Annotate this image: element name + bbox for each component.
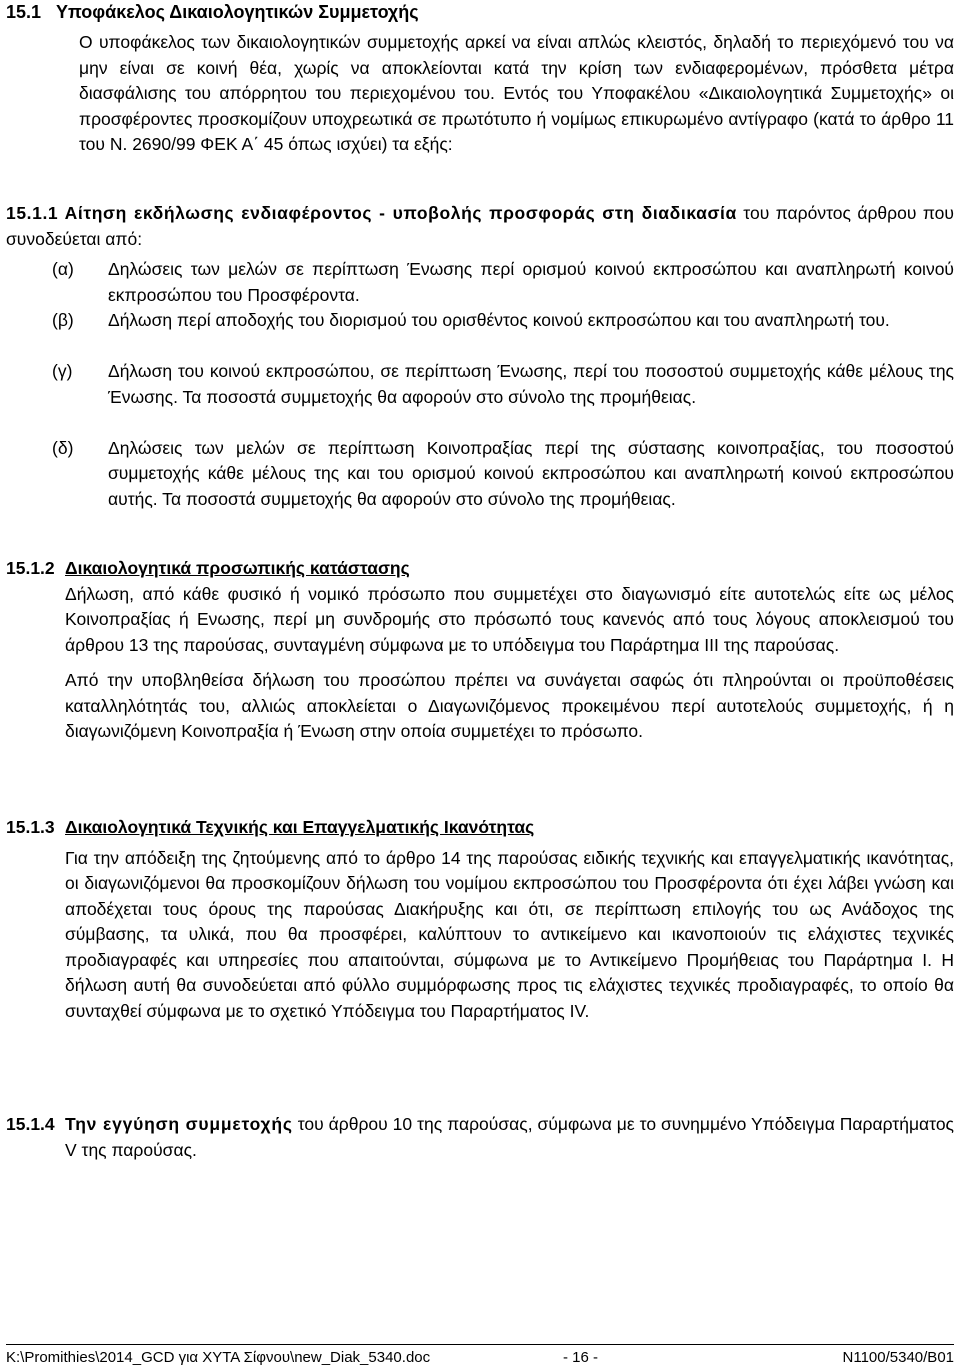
list-item-text: Δήλωση του κοινού εκπροσώπου, σε περίπτωση Ένωσης, περί του ποσοστού συμμετοχής κάθε μέλους της Ένωσης. Τα ποσοστά συμμετοχής θα αφορούν στο σύνολο της προμήθειας.: [108, 361, 954, 407]
subsection-number: 15.1.4: [6, 1114, 55, 1134]
list-item: [52, 436, 954, 513]
list-item-label: (γ): [52, 361, 73, 381]
section-intro: Ο υποφάκελος των δικαιολογητικών συμμετοχής αρκεί να είναι απλώς κλειστός, δηλαδή το περιεχόμενό του να μην είναι σε κοινή θέα, χωρίς να αποκλείονται κατά την κρίση των ενδιαφερομένων, πρόσθετα μέτρα διασφάλισης του απόρρητου του περιεχομένου του. Εντός του Υποφακέλου «Δικαιολογητικά Συμμετοχής» οι προσφέροντες προσκομίζουν υποχρεωτικά σε πρωτότυπο ή νομίμως επικυρωμένο αντίγραφο (κατά το άρθρο 11 του Ν. 2690/99 ΦΕΚ Α΄ 45 όπως ισχύει) τα εξής:: [79, 32, 954, 154]
subsection-title-text: Αίτηση εκδήλωσης ενδιαφέροντος - υποβολής προσφοράς στη διαδικασία: [64, 203, 737, 223]
list-item-label: (α): [52, 259, 74, 279]
footer-document-code: N1100/5340/B01: [842, 1349, 954, 1366]
requirements-list: [52, 257, 954, 512]
page-footer: [6, 1344, 954, 1366]
list-item-label: (β): [52, 310, 74, 330]
subsection-paragraph: Δήλωση, από κάθε φυσικό ή νομικό πρόσωπο που συμμετέχει στο διαγωνισμό είτε αυτοτελώς είτε ως μέλος Κοινοπραξίας ή Ενωσης, περί μη συνδρομής στο πρόσωπό τους κανενός από τους λόγους αποκλεισμού του άρθρου 13 της παρούσας, συνταγμένη σύμφωνα με το υπόδειγμα του Παράρτημα ΙΙΙ της παρούσας.: [65, 583, 954, 655]
subsection-text: του παρόντος άρθρου που συνοδεύεται από:: [6, 203, 954, 249]
list-item-text: Δηλώσεις των μελών σε περίπτωση Κοινοπραξίας περί της σύστασης κοινοπραξίας, του ποσοστού συμμετοχής κάθε μέλους της και του ορισμού κοινού εκπροσώπου και αναπληρωτή κοινού εκπροσώπου αυτής. Τα ποσοστά συμμετοχής θα αφορούν στο σύνολο της προμήθειας.: [108, 437, 954, 509]
list-item: [52, 257, 954, 308]
subsection-15-1-2: [6, 556, 954, 745]
list-item-text: Δήλωση περί αποδοχής του διορισμού του ορισθέντος κοινού εκπροσώπου και του αναπληρωτή του.: [108, 310, 890, 330]
subsection-15-1-3: [6, 815, 954, 1024]
subsection-paragraph: Για την απόδειξη της ζητούμενης από το άρθρο 14 της παρούσας ειδικής τεχνικής και επαγγελματικής ικανότητας, οι διαγωνιζόμενοι θα προσκομίζουν δήλωση του νομίμου εκπροσώπου του Προσφέροντα ότι έχει λάβει γνώση και αποδέχεται τους όρους της παρούσας Διακήρυξης και ότι, σε περίπτωση επιλογής του ως Ανάδοχος της σύμβασης, τα υλικά, που θα προσφέρει, καλύπτουν το αντικείμενο και ικανοποιούν τις ελάχιστες τεχνικές προδιαγραφές και υπηρεσίες που απαιτούνται, σύμφωνα με το Αντικείμενο Προμήθειας του Παράρτημα Ι. Η δήλωση αυτή θα συνοδεύεται από φύλλο συμμόρφωσης προς τις ελάχιστες τεχνικές προδιαγραφές, το οποίο θα συνταχθεί σύμφωνα με το σχετικό Υπόδειγμα του Παραρτήματος IV.: [65, 847, 954, 1021]
subsection-paragraph: Από την υποβληθείσα δήλωση του προσώπου πρέπει να συνάγεται σαφώς ότι πληρούνται οι προϋποθέσεις καταλληλότητάς του, αλλιώς αποκλείεται ο Διαγωνιζόμενος προκειμένου περί αυτοτελούς συμμετοχής, ή η διαγωνιζόμενη Κοινοπραξία ή Ένωση στην οποία συμμετέχει το πρόσωπο.: [65, 670, 954, 741]
footer-page-number: - 16 -: [563, 1349, 599, 1366]
subsection-title: Την εγγύηση συμμετοχής: [65, 1114, 293, 1134]
footer-file-path: K:\Promithies\2014_GCD για ΧΥΤΑ Σίφνου\new_Diak_5340.doc: [6, 1349, 431, 1366]
subsection-number: 15.1.2: [6, 558, 55, 578]
subsection-title: Δικαιολογητικά προσωπικής κατάστασης: [65, 558, 410, 578]
subsection-text: του άρθρου 10 της παρούσας, σύμφωνα με το συνημμένο Υπόδειγμα Παραρτήματος V της παρούσας.: [65, 1114, 954, 1160]
subsection-15-1-1: [6, 201, 954, 252]
list-item-text: Δηλώσεις των μελών σε περίπτωση Ένωσης περί ορισμού κοινού εκπροσώπου και αναπληρωτή κοινού εκπροσώπου του Προσφέροντα.: [108, 259, 954, 305]
list-item-label: (δ): [52, 437, 74, 458]
subsection-title: [6, 203, 737, 223]
subsection-number: 15.1.1: [6, 203, 59, 223]
list-item: [52, 308, 954, 359]
subsection-title: Δικαιολογητικά Τεχνικής και Επαγγελματικής Ικανότητας: [65, 817, 535, 837]
section-number: 15.1: [6, 2, 42, 22]
section-title: Υποφάκελος Δικαιολογητικών Συμμετοχής: [56, 2, 419, 22]
subsection-number: 15.1.3: [6, 817, 55, 837]
section-heading: [6, 0, 419, 26]
list-item: [52, 359, 954, 436]
subsection-15-1-4: [6, 1112, 954, 1163]
